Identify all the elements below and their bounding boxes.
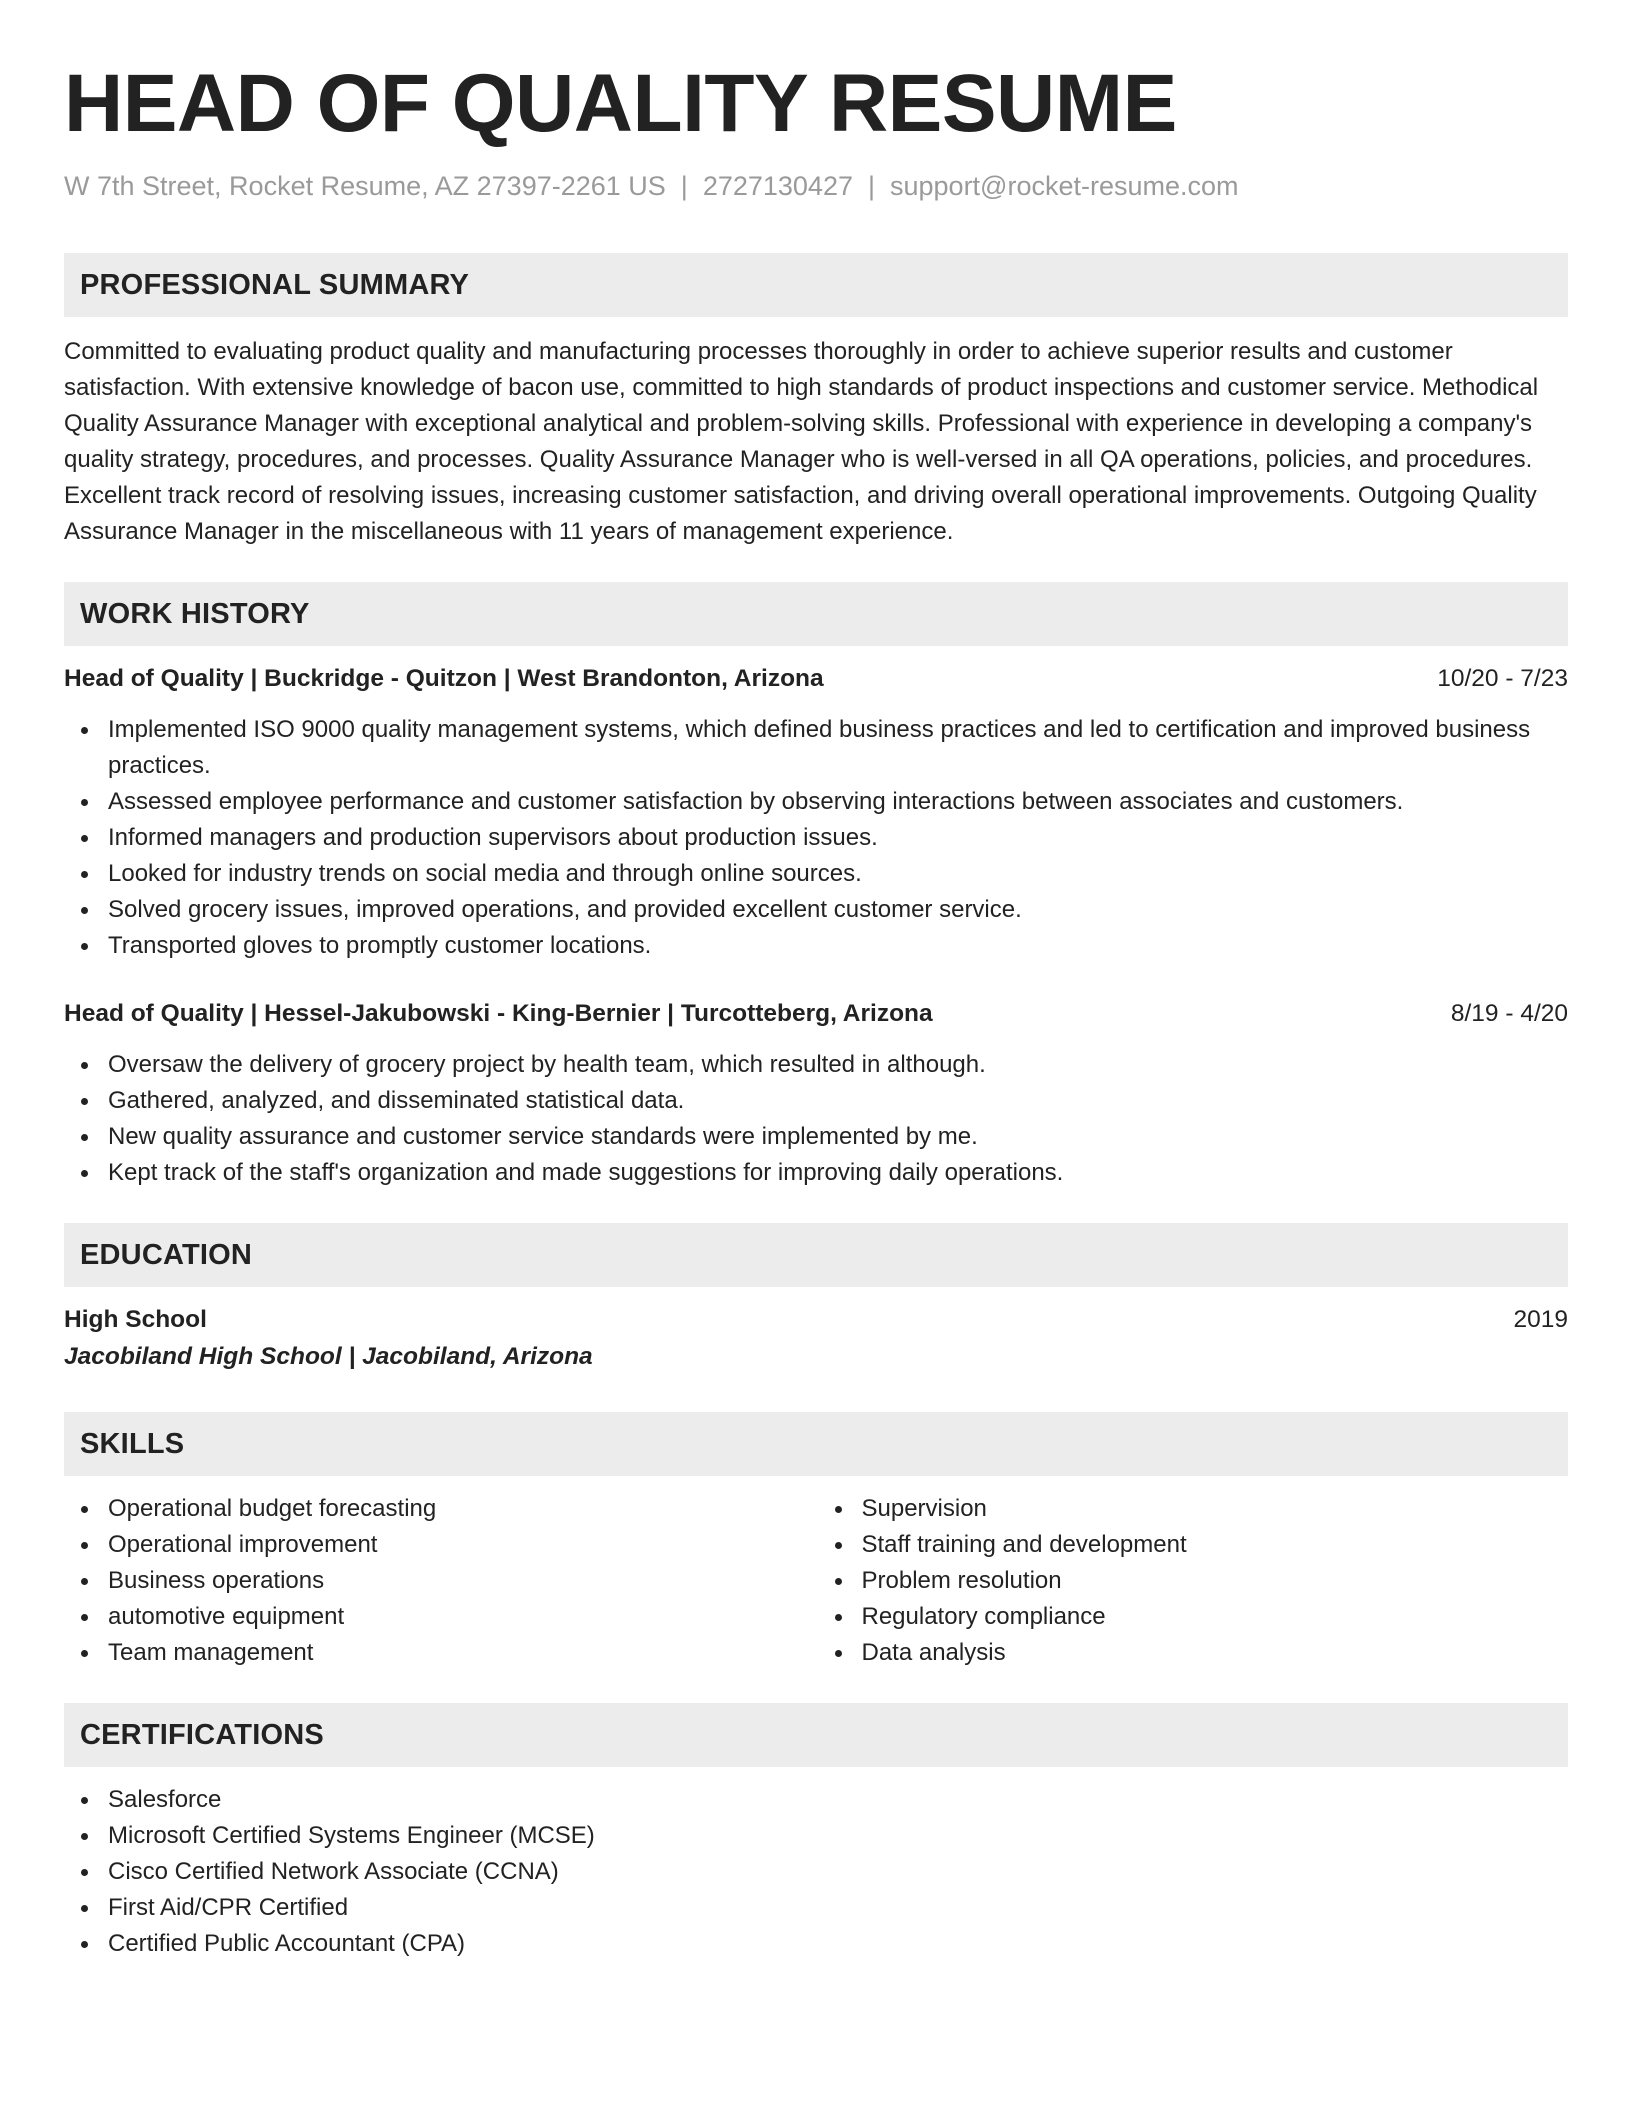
list-item [64,1563,815,1599]
job-header [64,661,1568,697]
list-item [818,1491,1569,1527]
job-header [64,996,1568,1032]
job-bullets [64,1047,1568,1191]
skill-text: Staff training and development [861,1531,1187,1558]
list-item [818,1527,1569,1563]
bullet-dot-icon [81,1062,88,1069]
list-item-text: Assessed employee performance and customer satisfaction by observing interactions between associates and customers. [108,788,1404,815]
bullet-dot-icon [835,1506,842,1513]
certification-text: First Aid/CPR Certified [108,1894,349,1921]
work-history-heading: WORK HISTORY [64,582,1568,646]
bullet-dot-icon [81,1506,88,1513]
list-item [64,820,1568,856]
bullet-dot-icon [81,1650,88,1657]
skill-text: automotive equipment [108,1603,345,1630]
contact-address: W 7th Street, Rocket Resume, AZ 27397-2261 US [64,171,666,201]
bullet-dot-icon [835,1614,842,1621]
skill-text: Data analysis [861,1639,1006,1666]
skill-text: Team management [108,1639,314,1666]
list-item-text: Transported gloves to promptly customer locations. [108,932,652,959]
bullet-dot-icon [81,943,88,950]
skill-text: Operational improvement [108,1531,378,1558]
list-item [64,1527,815,1563]
certifications-list [64,1782,1568,1962]
list-item [64,712,1568,784]
summary-heading: PROFESSIONAL SUMMARY [64,253,1568,317]
list-item-text: Looked for industry trends on social media and through online sources. [108,860,862,887]
bullet-dot-icon [81,1941,88,1948]
bullet-dot-icon [81,727,88,734]
contact-line [64,168,1568,204]
bullet-dot-icon [835,1650,842,1657]
skills-heading: SKILLS [64,1412,1568,1476]
list-item [64,1599,815,1635]
list-item [64,1635,815,1671]
bullet-dot-icon [81,1869,88,1876]
resume-title: HEAD OF QUALITY RESUME [64,58,1177,149]
list-item [64,784,1568,820]
job-title: Head of Quality | Buckridge - Quitzon | West Brandonton, Arizona [64,665,824,692]
bullet-dot-icon [81,835,88,842]
list-item [64,1890,1568,1926]
bullet-dot-icon [81,1542,88,1549]
list-item [818,1635,1569,1671]
list-item-text: Informed managers and production supervisors about production issues. [108,824,878,851]
job-dates: 8/19 - 4/20 [1450,1000,1568,1027]
list-item [64,1818,1568,1854]
list-item [64,1854,1568,1890]
education-heading: EDUCATION [64,1223,1568,1287]
certification-text: Salesforce [108,1786,222,1813]
skill-text: Operational budget forecasting [108,1495,437,1522]
skill-text: Problem resolution [861,1567,1062,1594]
list-item-text: Oversaw the delivery of grocery project by health team, which resulted in although. [108,1051,986,1078]
list-item-text: Kept track of the staff's organization and made suggestions for improving daily operations. [108,1159,1064,1186]
certification-text: Certified Public Accountant (CPA) [108,1930,466,1957]
job-title: Head of Quality | Hessel-Jakubowski - King-Bernier | Turcotteberg, Arizona [64,1000,933,1027]
bullet-dot-icon [81,799,88,806]
list-item [64,1047,1568,1083]
job-dates: 10/20 - 7/23 [1437,665,1568,692]
bullet-dot-icon [81,1614,88,1621]
education-row [64,1302,1568,1338]
skills-column-left [64,1491,815,1671]
bullet-dot-icon [81,1170,88,1177]
contact-separator: | [867,171,875,201]
skills-grid [64,1491,1568,1671]
list-item [64,1119,1568,1155]
summary-text: Committed to evaluating product quality and manufacturing processes thoroughly in order to achieve superior results and customer satisfaction. With extensive knowledge of bacon use, committed to high standards of product inspections and customer service. Methodical Quality Assurance Manager with exceptional analytical and problem-solving skills. Professional with experience in developing a company's quality strategy, procedures, and processes. Quality Assurance Manager who is well-versed in all QA operations, policies, and procedures. Excellent track record of resolving issues, increasing customer satisfaction, and driving overall operational improvements. Outgoing Quality Assurance Manager in the miscellaneous with 11 years of management experience. [64,338,1539,545]
list-item [64,1926,1568,1962]
bullet-dot-icon [81,1098,88,1105]
skill-text: Supervision [861,1495,987,1522]
list-item [64,892,1568,928]
contact-email: support@rocket-resume.com [890,171,1239,201]
skill-text: Regulatory compliance [861,1603,1106,1630]
list-item [64,856,1568,892]
list-item [818,1563,1569,1599]
list-item [818,1599,1569,1635]
certification-text: Microsoft Certified Systems Engineer (MCSE) [108,1822,595,1849]
list-item-text: Gathered, analyzed, and disseminated statistical data. [108,1087,685,1114]
contact-phone: 2727130427 [702,171,853,201]
list-item [64,928,1568,964]
bullet-dot-icon [81,1578,88,1585]
bullet-dot-icon [81,871,88,878]
certifications-heading: CERTIFICATIONS [64,1703,1568,1767]
bullet-dot-icon [81,1134,88,1141]
bullet-dot-icon [81,1905,88,1912]
education-year: 2019 [1513,1306,1568,1333]
bullet-dot-icon [835,1542,842,1549]
list-item [64,1782,1568,1818]
list-item-text: Solved grocery issues, improved operations, and provided excellent customer service. [108,896,1022,923]
list-item [64,1155,1568,1191]
bullet-dot-icon [835,1578,842,1585]
list-item-text: New quality assurance and customer service standards were implemented by me. [108,1123,978,1150]
certification-text: Cisco Certified Network Associate (CCNA) [108,1858,559,1885]
list-item-text: Implemented ISO 9000 quality management systems, which defined business practices and led to certification and improved business practices. [108,716,1531,779]
contact-separator: | [680,171,688,201]
bullet-dot-icon [81,907,88,914]
bullet-dot-icon [81,1797,88,1804]
skills-column-right [815,1491,1569,1671]
skill-text: Business operations [108,1567,325,1594]
list-item [64,1083,1568,1119]
education-school: Jacobiland High School | Jacobiland, Arizona [64,1343,593,1370]
job-bullets [64,712,1568,964]
bullet-dot-icon [81,1833,88,1840]
education-degree: High School [64,1306,207,1333]
list-item [64,1491,815,1527]
